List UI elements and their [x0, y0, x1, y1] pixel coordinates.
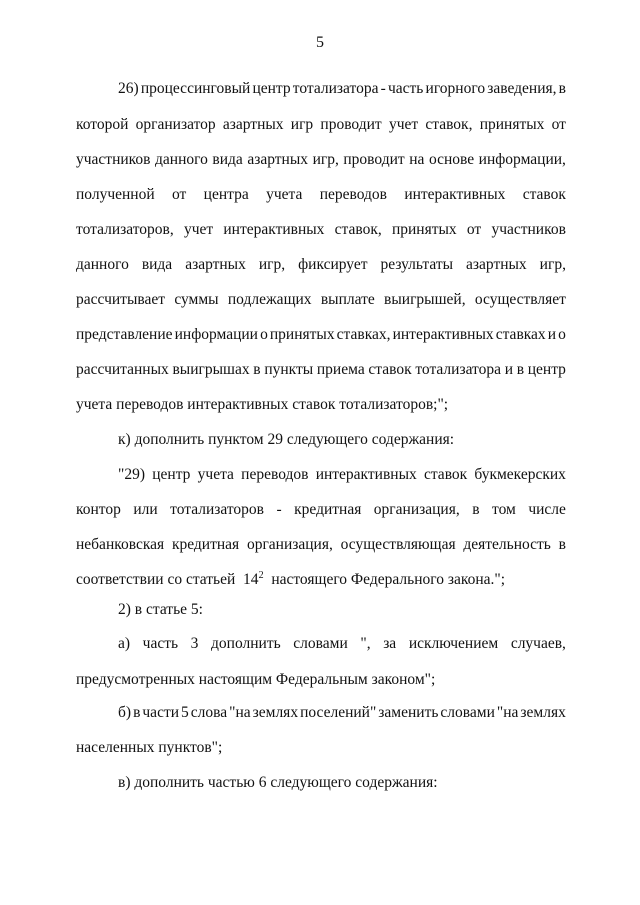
- word: части: [142, 704, 180, 721]
- word: деятельность: [463, 536, 551, 553]
- word: словами: [293, 635, 348, 652]
- word: о: [260, 326, 268, 343]
- word: результаты: [380, 256, 454, 273]
- word: словами: [440, 704, 495, 721]
- word: ставок: [522, 186, 566, 203]
- word: 3: [190, 635, 199, 652]
- word: центр: [527, 361, 566, 378]
- word: от: [551, 116, 566, 133]
- word: информации: [174, 326, 258, 343]
- word: рассчитанных: [76, 361, 169, 378]
- word: тотализаторов,: [76, 221, 174, 238]
- word: принятых: [391, 221, 457, 238]
- word: в: [472, 501, 480, 518]
- word: в: [133, 704, 141, 721]
- text-line: [118, 634, 566, 654]
- word: в: [516, 361, 525, 378]
- word: осуществляет: [474, 291, 566, 308]
- word: часть: [142, 635, 179, 652]
- text-line: [76, 255, 566, 275]
- text-line: [76, 150, 566, 170]
- word: выплате: [320, 291, 375, 308]
- text-line: [76, 185, 566, 205]
- word: заведения,: [487, 80, 557, 97]
- word: фиксирует: [298, 256, 368, 273]
- word: ставок,: [425, 116, 473, 133]
- word: переводов: [319, 186, 387, 203]
- word: ставок: [423, 466, 468, 483]
- word: осуществляющая: [340, 536, 456, 553]
- word: 26): [118, 80, 139, 97]
- word: а): [118, 635, 131, 652]
- text-line: [76, 535, 566, 555]
- word: участников: [76, 151, 151, 168]
- word: вида: [212, 151, 243, 168]
- word: интерактивных: [223, 221, 325, 238]
- word: игр,: [539, 256, 566, 273]
- word: тотализатора: [292, 80, 379, 97]
- word: кредитная: [294, 501, 362, 518]
- word: том: [492, 501, 516, 518]
- word: интерактивных: [404, 186, 506, 203]
- word: представление: [76, 326, 173, 343]
- word: данного: [76, 256, 129, 273]
- word: которой: [76, 116, 129, 133]
- word: -: [380, 80, 386, 97]
- text-fragment: настоящего Федерального закона.";: [263, 571, 506, 588]
- word: принятых: [479, 116, 545, 133]
- word: исключением: [408, 635, 499, 652]
- word: букмекерских: [474, 466, 566, 483]
- text-line: к) дополнить пунктом 29 следующего содержания:: [118, 431, 455, 448]
- word: полученной: [76, 186, 155, 203]
- text-line: [76, 220, 566, 240]
- word: ставках,: [336, 326, 391, 343]
- word: от: [171, 186, 187, 203]
- word: учета: [266, 186, 303, 203]
- page-number: 5: [316, 34, 324, 51]
- word: кредитная: [171, 536, 240, 553]
- word: ставках: [495, 326, 546, 343]
- word: подлежащих: [227, 291, 312, 308]
- text-line: населенных пунктов";: [76, 739, 223, 756]
- text-line: [118, 79, 566, 99]
- word: проводит: [320, 116, 382, 133]
- word: интерактивных: [392, 326, 494, 343]
- word: основе: [428, 151, 475, 168]
- word: организация,: [246, 536, 333, 553]
- word: тотализатора: [415, 361, 502, 378]
- word: ставок,: [334, 221, 382, 238]
- word: в: [253, 361, 261, 378]
- word: учет: [388, 116, 419, 133]
- word: ",: [360, 635, 371, 652]
- word: б): [118, 704, 132, 721]
- word: за: [383, 635, 397, 652]
- word: игорного: [425, 80, 486, 97]
- word: выигрышах: [172, 361, 250, 378]
- word: -: [276, 501, 282, 518]
- word: в: [558, 536, 566, 553]
- word: организатор: [135, 116, 216, 133]
- text-line: в) дополнить частью 6 следующего содержания:: [118, 774, 438, 791]
- word: центр: [252, 80, 291, 97]
- text-line: [76, 290, 566, 310]
- word: поселений": [300, 704, 377, 721]
- word: заменить: [378, 704, 439, 721]
- word: учет: [183, 221, 214, 238]
- word: числе: [528, 501, 566, 518]
- superscript: 2: [258, 570, 264, 581]
- word: азартных: [466, 256, 527, 273]
- word: землях: [520, 704, 566, 721]
- word: "на: [496, 704, 519, 721]
- word: о: [558, 326, 566, 343]
- word: в: [558, 80, 566, 97]
- word: на: [409, 151, 425, 168]
- word: азартных: [185, 256, 246, 273]
- text-line: [76, 360, 566, 380]
- word: игр,: [258, 256, 286, 273]
- word: организация,: [373, 501, 460, 518]
- word: данного: [155, 151, 208, 168]
- word: "на: [229, 704, 251, 721]
- word: участников: [491, 221, 566, 238]
- word: и: [504, 361, 514, 378]
- word: и: [547, 326, 557, 343]
- word: процессинговый: [140, 80, 251, 97]
- word: тотализаторов: [170, 501, 264, 518]
- word: выигрышей,: [384, 291, 466, 308]
- word: центра: [203, 186, 249, 203]
- text-line: [76, 570, 505, 590]
- word: рассчитывает: [76, 291, 166, 308]
- text-line: учета переводов интерактивных ставок тотализаторов;";: [76, 396, 449, 413]
- word: принятых: [269, 326, 335, 343]
- word: от: [466, 221, 482, 238]
- word: центр: [152, 466, 191, 483]
- word: игр: [290, 116, 314, 133]
- word: небанковская: [76, 536, 165, 553]
- text-line: [76, 115, 566, 135]
- word: азартных: [222, 116, 284, 133]
- word: пункты: [264, 361, 314, 378]
- word: часть: [387, 80, 424, 97]
- word: вида: [141, 256, 173, 273]
- word: "29): [118, 466, 145, 483]
- word: или: [133, 501, 158, 518]
- word: интерактивных: [315, 466, 417, 483]
- word: игр,: [312, 151, 339, 168]
- text-fragment: соответствии со статьей 14: [76, 571, 259, 588]
- word: контор: [76, 501, 121, 518]
- word: приема: [316, 361, 365, 378]
- word: землях: [252, 704, 299, 721]
- word: учета: [197, 466, 234, 483]
- word: информации,: [478, 151, 566, 168]
- word: дополнить: [211, 635, 281, 652]
- text-line: [76, 500, 566, 520]
- word: случаев,: [510, 635, 566, 652]
- text-line: 2) в статье 5:: [118, 601, 203, 618]
- text-line: [118, 465, 566, 485]
- word: суммы: [174, 291, 219, 308]
- text-line: [76, 325, 566, 345]
- word: ставок: [368, 361, 412, 378]
- word: слова: [190, 704, 228, 721]
- word: переводов: [241, 466, 309, 483]
- word: азартных: [247, 151, 309, 168]
- text-line: [118, 703, 566, 723]
- word: проводит: [343, 151, 405, 168]
- word: 5: [181, 704, 189, 721]
- text-line: предусмотренных настоящим Федеральным законом";: [76, 671, 436, 688]
